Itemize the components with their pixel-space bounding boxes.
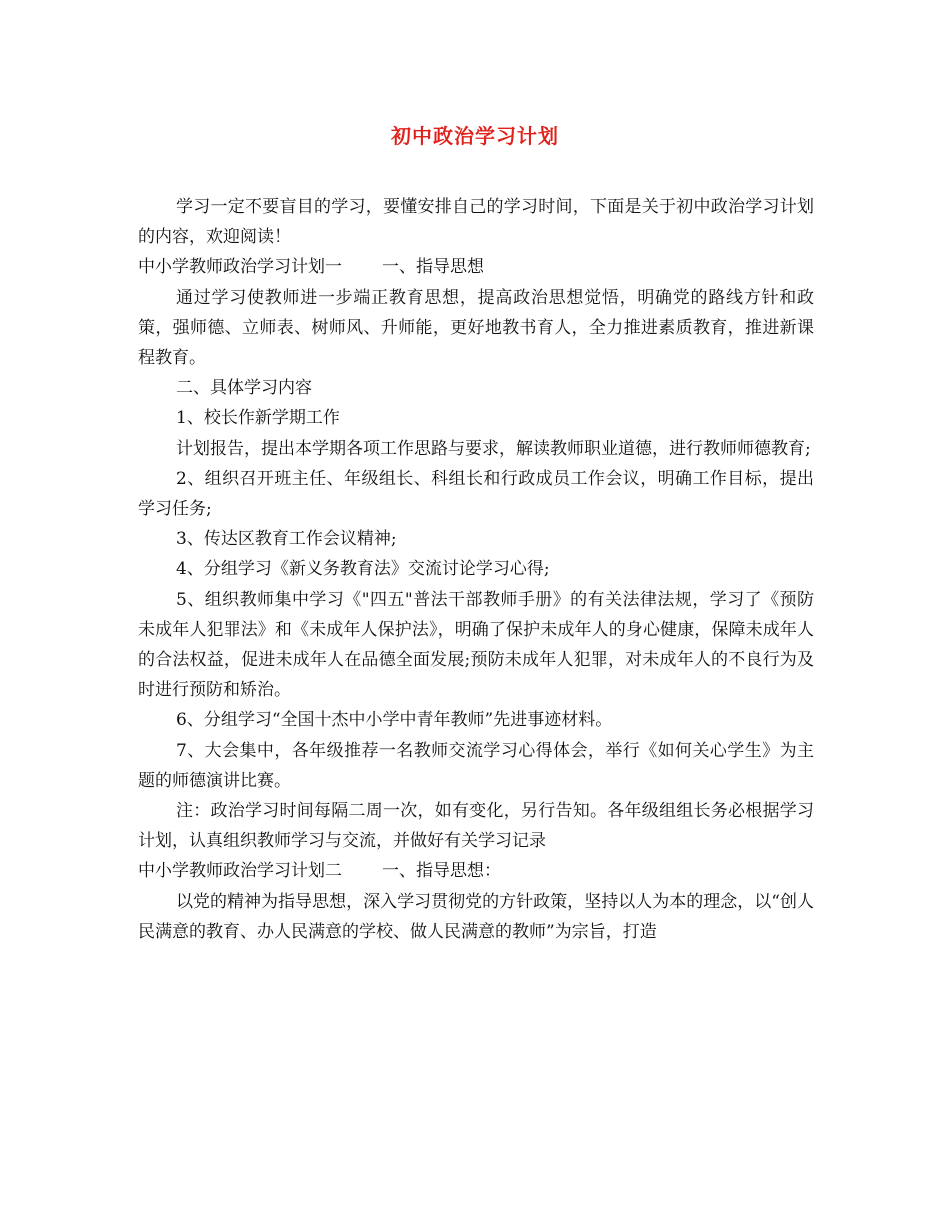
subsection-heading: 一、指导思想 bbox=[382, 257, 484, 278]
body-paragraph: 二、具体学习内容 bbox=[176, 378, 312, 399]
body-paragraph: 计划报告，提出本学期各项工作思路与要求，解读教师职业道德，进行教师师德教育; bbox=[176, 438, 811, 459]
body-paragraph: 7、大会集中，各年级推荐一名教师交流学习心得体会，举行《如何关心学生》为主题的师德演讲比赛。 bbox=[138, 740, 814, 791]
section-heading-line bbox=[138, 856, 814, 886]
body-paragraph: 以党的精神为指导思想，深入学习贯彻党的方针政策，坚持以人为本的理念，以“创人民满意的教育、办人民满意的学校、做人民满意的教师”为宗旨，打造 bbox=[138, 891, 814, 942]
body-paragraph: 1、校长作新学期工作 bbox=[176, 408, 340, 429]
body-paragraph: 6、分组学习“全国十杰中小学中青年教师”先进事迹材料。 bbox=[176, 710, 613, 731]
section-heading: 中小学教师政治学习计划一 bbox=[138, 257, 342, 278]
section-heading: 中小学教师政治学习计划二 bbox=[138, 861, 342, 882]
body-paragraph: 注：政治学习时间每隔二周一次，如有变化，另行告知。各年级组组长务必根据学习计划，认真组织教师学习与交流，并做好有关学习记录 bbox=[138, 801, 814, 852]
body-paragraph: 4、分组学习《新义务教育法》交流讨论学习心得; bbox=[176, 559, 550, 580]
section-heading-line bbox=[138, 252, 814, 282]
body-paragraph: 5、组织教师集中学习《"四五"普法干部教师手册》的有关法律法规，学习了《预防未成年人犯罪法》和《未成年人保护法》，明确了保护未成年人的身心健康，保障未成年人的合法权益，促进未成年人在品德全面发展;预防未成年人犯罪，对未成年人的不良行为及时进行预防和矫治。 bbox=[138, 589, 814, 701]
body-paragraph: 2、组织召开班主任、年级组长、科组长和行政成员工作会议，明确工作目标，提出学习任务; bbox=[138, 468, 814, 520]
body-paragraph: 3、传达区教育工作会议精神; bbox=[176, 529, 397, 550]
document-body bbox=[138, 192, 814, 947]
subsection-heading: 一、指导思想： bbox=[382, 861, 501, 882]
body-paragraph: 通过学习使教师进一步端正教育思想，提高政治思想觉悟，明确党的路线方针和政策，强师德、立师表、树师风、升师能，更好地教书育人，全力推进素质教育，推进新课程教育。 bbox=[138, 287, 814, 369]
document-title: 初中政治学习计划 bbox=[391, 124, 559, 148]
body-paragraph: 学习一定不要盲目的学习，要懂安排自己的学习时间，下面是关于初中政治学习计划的内容，欢迎阅读！ bbox=[138, 197, 814, 248]
